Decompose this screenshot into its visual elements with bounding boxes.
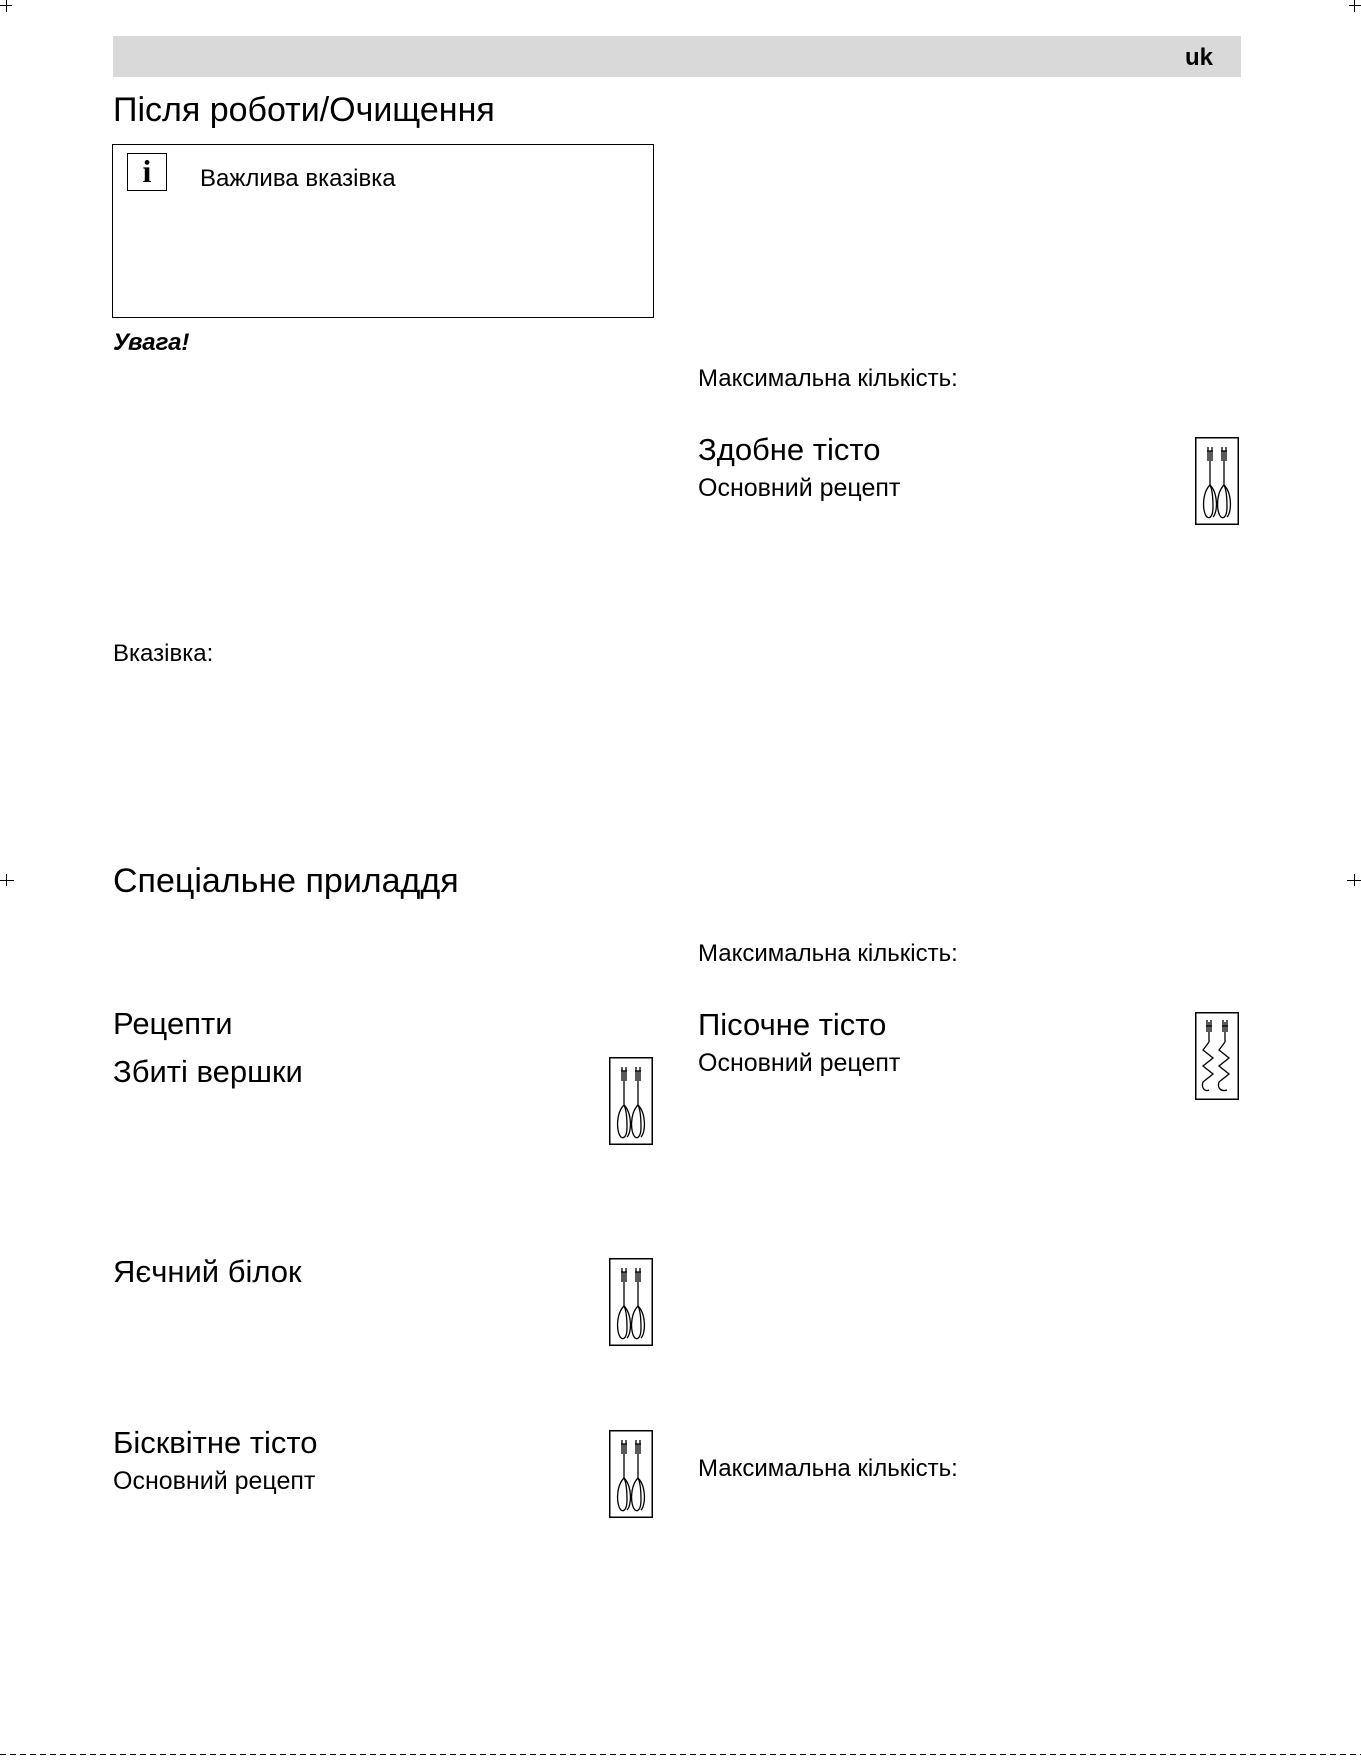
recipe-subtitle: Основний рецепт: [698, 1049, 901, 1077]
max-amount-label: Максимальна кількість:: [698, 365, 958, 392]
info-icon: i: [127, 153, 167, 191]
whisk-icon: [609, 1057, 653, 1145]
whisk-icon: [609, 1258, 653, 1346]
crop-mark: [6, 874, 7, 886]
note-title: Важлива вказівка: [200, 165, 396, 192]
language-code: uk: [1184, 44, 1213, 71]
crop-mark: [0, 880, 14, 881]
whisk-icon: [609, 1430, 653, 1518]
bottom-crop-line: [0, 1754, 1361, 1755]
whisk-icon: [1195, 437, 1239, 525]
after-use-title: Після роботи/Очищення: [113, 91, 495, 129]
dough-hook-icon: [1195, 1012, 1239, 1100]
recipes-title: Рецепти: [113, 1006, 233, 1041]
crop-mark: [6, 0, 7, 12]
recipe-title: Бісквітне тісто: [113, 1425, 318, 1460]
header-bar: [113, 36, 1241, 77]
important-note-box: [112, 144, 654, 318]
hint-label: Вказівка:: [113, 640, 214, 667]
warning-label: Увага!: [113, 329, 190, 356]
crop-mark: [1349, 5, 1361, 6]
max-amount-label: Максимальна кількість:: [698, 1455, 958, 1482]
recipe-title: Здобне тісто: [698, 432, 881, 467]
recipe-subtitle: Основний рецепт: [698, 474, 901, 502]
max-amount-label: Максимальна кількість:: [698, 940, 958, 967]
crop-mark: [1354, 0, 1355, 12]
recipe-title: Збиті вершки: [113, 1054, 303, 1089]
recipe-title: Яєчний білок: [113, 1254, 302, 1289]
crop-mark: [1354, 874, 1355, 886]
accessories-title: Спеціальне приладдя: [113, 862, 459, 900]
recipe-title: Пісочне тісто: [698, 1007, 887, 1042]
recipe-subtitle: Основний рецепт: [113, 1467, 316, 1495]
